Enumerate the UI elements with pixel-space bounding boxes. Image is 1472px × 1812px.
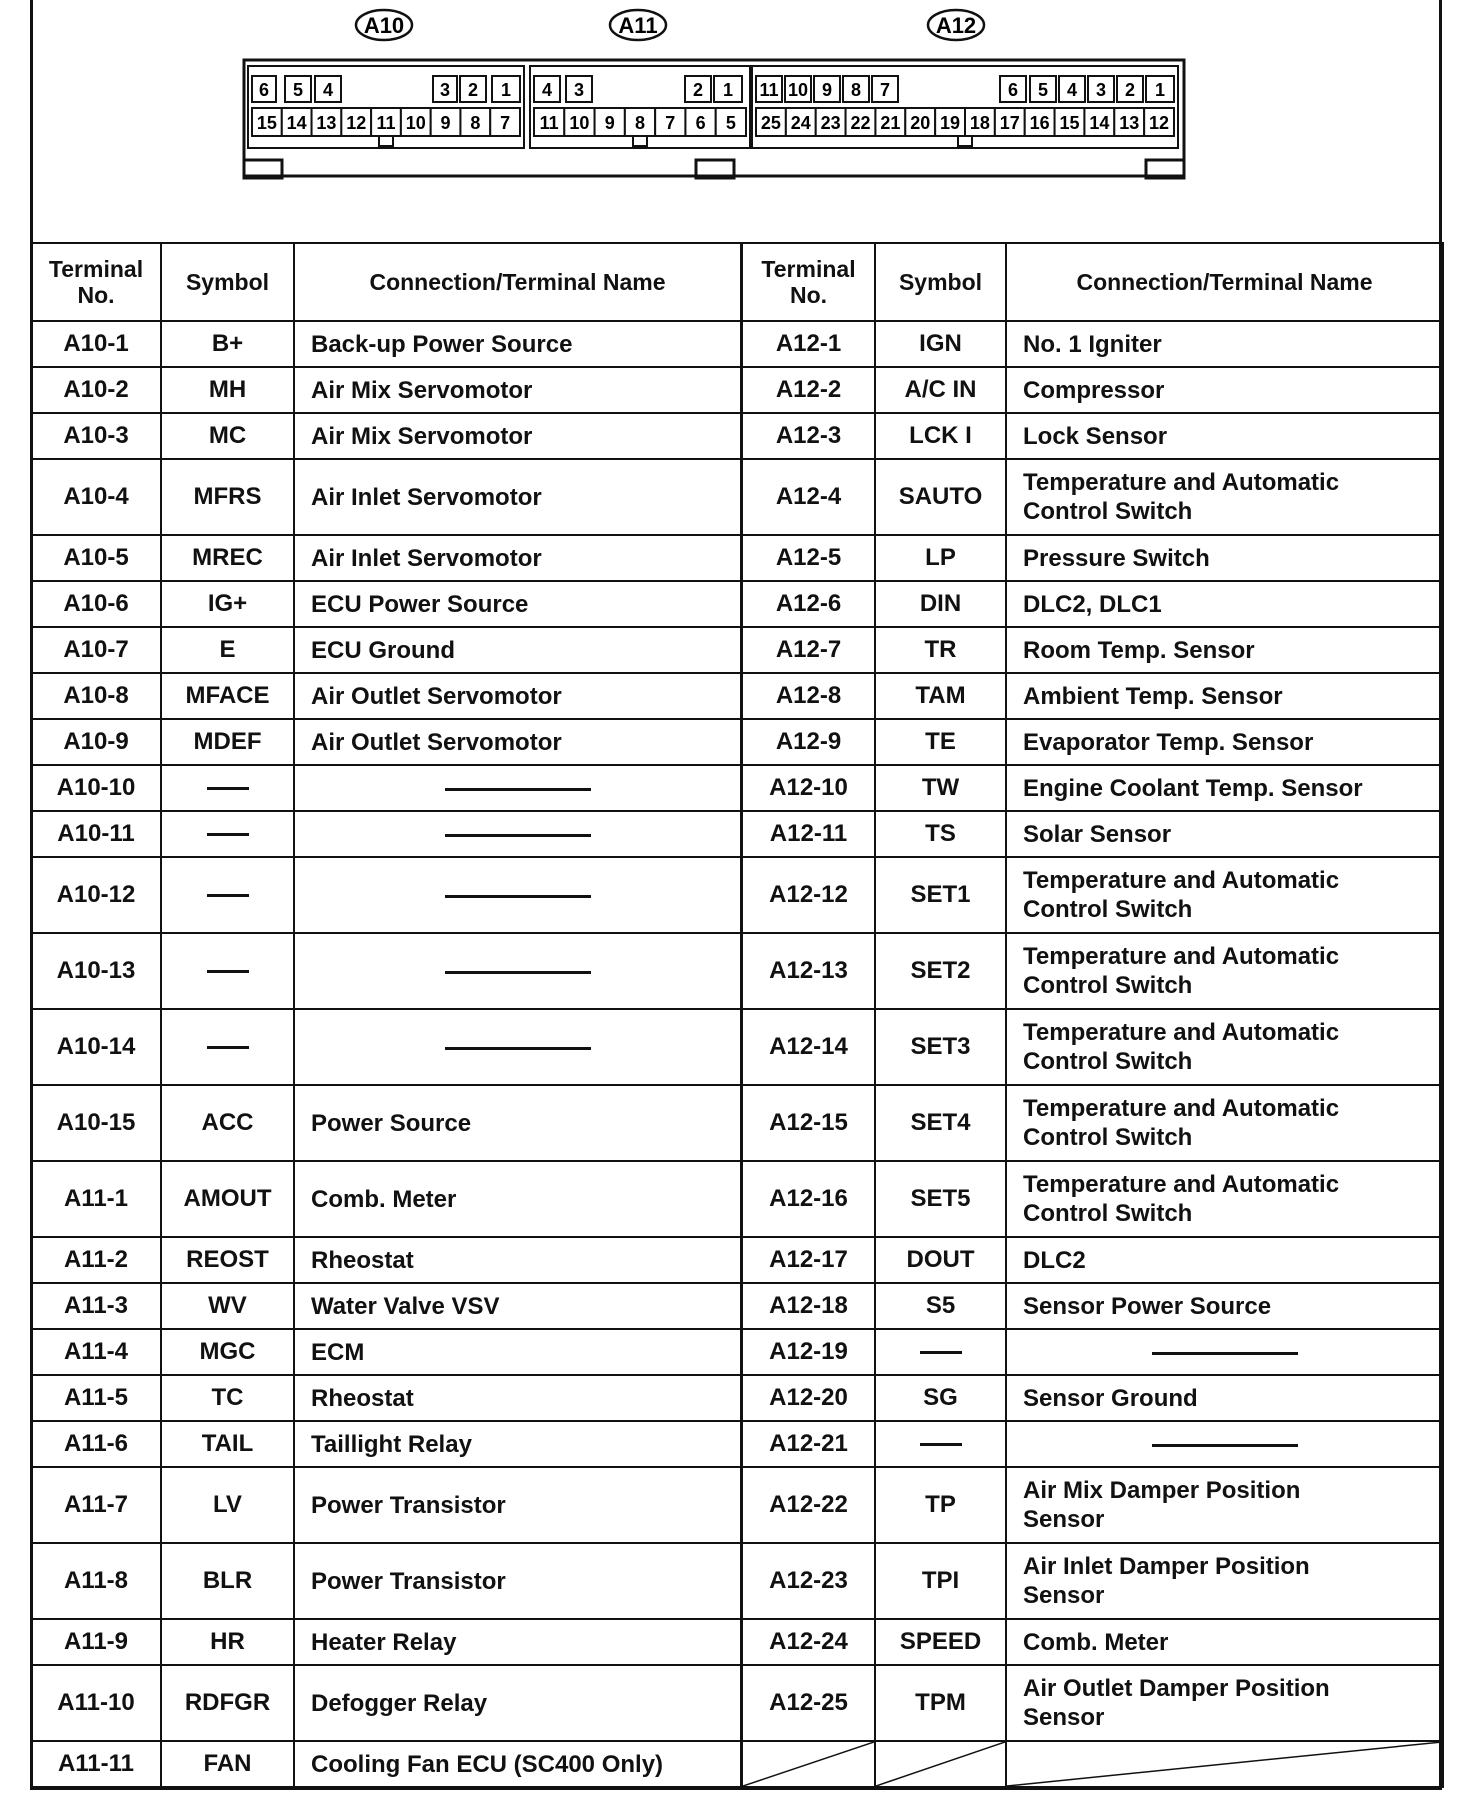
- symbol-cell: IG+: [161, 581, 294, 627]
- table-row: [742, 1085, 1443, 1161]
- symbol-cell: B+: [161, 321, 294, 367]
- table-row: [742, 1009, 1443, 1085]
- table-row: [742, 1283, 1443, 1329]
- symbol-cell: SET5: [875, 1161, 1006, 1237]
- table-row: [31, 581, 741, 627]
- terminal-cell: A12-23: [742, 1543, 875, 1619]
- terminal-cell: A12-12: [742, 857, 875, 933]
- terminal-cell: A11-4: [31, 1329, 161, 1375]
- terminal-cell: A12-4: [742, 459, 875, 535]
- terminal-cell: A12-8: [742, 673, 875, 719]
- terminal-cell: A12-9: [742, 719, 875, 765]
- symbol-cell: TP: [875, 1467, 1006, 1543]
- symbol-cell: TC: [161, 1375, 294, 1421]
- table-row: [31, 627, 741, 673]
- empty-dash: [207, 1046, 249, 1049]
- symbol-cell: [875, 1421, 1006, 1467]
- terminal-cell: A11-1: [31, 1161, 161, 1237]
- terminal-cell: A10-10: [31, 765, 161, 811]
- pin-number: 10: [569, 113, 590, 133]
- symbol-cell: LCK I: [875, 413, 1006, 459]
- svg-text:A11: A11: [618, 13, 658, 38]
- name-cell: Defogger Relay: [294, 1665, 741, 1741]
- terminal-cell: A12-15: [742, 1085, 875, 1161]
- table-header-row: [742, 243, 1443, 321]
- pin-number: 5: [1037, 80, 1049, 100]
- pin-number: 11: [539, 113, 559, 133]
- table-row: [742, 581, 1443, 627]
- pin-number: 1: [1154, 80, 1166, 100]
- symbol-cell: LV: [161, 1467, 294, 1543]
- connector-diagram: [0, 0, 1472, 240]
- pin-number: 6: [695, 113, 706, 133]
- latch-tab: [958, 136, 972, 146]
- terminal-cell: A12-17: [742, 1237, 875, 1283]
- symbol-cell: [161, 765, 294, 811]
- terminal-cell: A10-12: [31, 857, 161, 933]
- name-cell: Air Inlet Damper Position Sensor: [1006, 1543, 1443, 1619]
- empty-dash: [445, 788, 591, 791]
- pin-number: 2: [1124, 80, 1136, 100]
- symbol-cell: ACC: [161, 1085, 294, 1161]
- pin-number: 24: [790, 113, 811, 133]
- name-cell: Pressure Switch: [1006, 535, 1443, 581]
- name-cell: Evaporator Temp. Sensor: [1006, 719, 1443, 765]
- name-cell: Rheostat: [294, 1237, 741, 1283]
- terminal-cell: A10-5: [31, 535, 161, 581]
- symbol-cell: [161, 933, 294, 1009]
- terminal-cell: A11-5: [31, 1375, 161, 1421]
- name-cell: Power Source: [294, 1085, 741, 1161]
- name-cell: [1006, 1421, 1443, 1467]
- table-row: [742, 413, 1443, 459]
- table-row: [31, 1009, 741, 1085]
- empty-dash: [920, 1443, 962, 1446]
- terminal-cell: A12-18: [742, 1283, 875, 1329]
- symbol-cell: MFACE: [161, 673, 294, 719]
- pin-number: 6: [258, 80, 270, 100]
- table-row: [742, 367, 1443, 413]
- symbol-cell: HR: [161, 1619, 294, 1665]
- pin-number: 7: [879, 80, 891, 100]
- pin-number: 3: [1095, 80, 1107, 100]
- name-cell: [294, 1009, 741, 1085]
- name-cell: [294, 765, 741, 811]
- terminal-cell: A12-21: [742, 1421, 875, 1467]
- name-cell: ECU Power Source: [294, 581, 741, 627]
- name-cell: [1006, 1329, 1443, 1375]
- table-row: [31, 1283, 741, 1329]
- pin-number: 7: [500, 113, 511, 133]
- empty-dash: [207, 894, 249, 897]
- terminal-cell: A10-9: [31, 719, 161, 765]
- name-header: Connection/Terminal Name: [1006, 243, 1443, 321]
- symbol-cell: TAIL: [161, 1421, 294, 1467]
- terminal-cell: A10-6: [31, 581, 161, 627]
- symbol-header: Symbol: [875, 243, 1006, 321]
- name-cell: Temperature and Automatic Control Switch: [1006, 933, 1443, 1009]
- terminal-cell: A12-13: [742, 933, 875, 1009]
- pin-number: 5: [725, 113, 736, 133]
- terminal-cell: A12-25: [742, 1665, 875, 1741]
- table-row: [742, 857, 1443, 933]
- svg-text:A10: A10: [363, 13, 405, 38]
- pin-number: 6: [1007, 80, 1019, 100]
- table-row: [31, 1161, 741, 1237]
- terminal-cell: A11-8: [31, 1543, 161, 1619]
- table-row: [31, 459, 741, 535]
- symbol-cell: TPI: [875, 1543, 1006, 1619]
- table-row: [742, 1619, 1443, 1665]
- terminal-cell: A10-8: [31, 673, 161, 719]
- symbol-cell: TR: [875, 627, 1006, 673]
- symbol-header: Symbol: [161, 243, 294, 321]
- table-row: [31, 1329, 741, 1375]
- pin-number: 13: [316, 113, 337, 133]
- terminal-header: Terminal No.: [31, 243, 161, 321]
- table-row: [31, 321, 741, 367]
- terminal-cell: A10-14: [31, 1009, 161, 1085]
- table-row: [742, 1161, 1443, 1237]
- empty-dash: [207, 787, 249, 790]
- table-row: [742, 811, 1443, 857]
- name-cell: DLC2, DLC1: [1006, 581, 1443, 627]
- pin-number: 15: [256, 113, 277, 133]
- name-cell: Temperature and Automatic Control Switch: [1006, 857, 1443, 933]
- name-cell: Back-up Power Source: [294, 321, 741, 367]
- table-row: [31, 1665, 741, 1741]
- symbol-cell: MDEF: [161, 719, 294, 765]
- terminal-cell: A10-15: [31, 1085, 161, 1161]
- terminal-cell: A11-11: [31, 1741, 161, 1787]
- pin-number: 19: [940, 113, 961, 133]
- terminal-table-left: [30, 242, 742, 1788]
- latch-tab: [379, 136, 393, 146]
- pin-number: 4: [1066, 80, 1078, 100]
- terminal-cell: A11-6: [31, 1421, 161, 1467]
- connector-label-a11: [610, 10, 666, 40]
- terminal-cell: A10-4: [31, 459, 161, 535]
- terminal-cell: A12-5: [742, 535, 875, 581]
- empty-dash: [445, 895, 591, 898]
- table-row: [742, 1237, 1443, 1283]
- pin-number: 14: [1089, 113, 1110, 133]
- name-cell: Sensor Ground: [1006, 1375, 1443, 1421]
- pin-number: 11: [759, 80, 779, 100]
- name-cell: Air Inlet Servomotor: [294, 459, 741, 535]
- pin-number: 4: [322, 80, 334, 100]
- terminal-cell: A10-13: [31, 933, 161, 1009]
- terminal-cell: A12-11: [742, 811, 875, 857]
- pin-number: 14: [286, 113, 307, 133]
- terminal-cell: A12-2: [742, 367, 875, 413]
- table-row: [31, 673, 741, 719]
- svg-text:A12: A12: [935, 13, 977, 38]
- terminal-cell: A12-7: [742, 627, 875, 673]
- name-cell: Power Transistor: [294, 1543, 741, 1619]
- pin-number: 1: [722, 80, 734, 100]
- table-row: [742, 459, 1443, 535]
- symbol-cell: [875, 1329, 1006, 1375]
- terminal-header: Terminal No.: [742, 243, 875, 321]
- name-cell: Air Mix Servomotor: [294, 367, 741, 413]
- symbol-cell: AMOUT: [161, 1161, 294, 1237]
- terminal-cell: A12-16: [742, 1161, 875, 1237]
- table-row: [31, 719, 741, 765]
- pin-number: 11: [376, 113, 396, 133]
- terminal-cell: A11-10: [31, 1665, 161, 1741]
- symbol-cell: MFRS: [161, 459, 294, 535]
- symbol-cell: [161, 811, 294, 857]
- name-cell: Comb. Meter: [294, 1161, 741, 1237]
- pin-number: 18: [969, 113, 990, 133]
- terminal-cell: A12-6: [742, 581, 875, 627]
- symbol-cell: E: [161, 627, 294, 673]
- symbol-cell: A/C IN: [875, 367, 1006, 413]
- blank-cell: [1006, 1741, 1443, 1787]
- pin-number: 16: [1029, 113, 1050, 133]
- table-row: [742, 673, 1443, 719]
- table-row: [31, 857, 741, 933]
- table-row: [31, 765, 741, 811]
- pin-number: 23: [820, 113, 841, 133]
- empty-dash: [1152, 1352, 1298, 1355]
- symbol-cell: DOUT: [875, 1237, 1006, 1283]
- table-row: [31, 367, 741, 413]
- name-cell: Room Temp. Sensor: [1006, 627, 1443, 673]
- table-header-row: [31, 243, 741, 321]
- pin-number: 25: [760, 113, 781, 133]
- table-row: [742, 933, 1443, 1009]
- name-cell: Air Outlet Damper Position Sensor: [1006, 1665, 1443, 1741]
- pin-number: 10: [787, 80, 809, 100]
- pin-number: 13: [1119, 113, 1140, 133]
- table-row: [742, 535, 1443, 581]
- symbol-cell: MREC: [161, 535, 294, 581]
- symbol-cell: TPM: [875, 1665, 1006, 1741]
- connector-label-a10: [356, 10, 412, 40]
- blank-cell: [875, 1741, 1006, 1787]
- name-cell: Air Mix Servomotor: [294, 413, 741, 459]
- table-row: [742, 1741, 1443, 1787]
- terminal-cell: A11-3: [31, 1283, 161, 1329]
- table-row: [742, 1543, 1443, 1619]
- table-row: [742, 1421, 1443, 1467]
- name-cell: Cooling Fan ECU (SC400 Only): [294, 1741, 741, 1787]
- symbol-cell: FAN: [161, 1741, 294, 1787]
- symbol-cell: SET3: [875, 1009, 1006, 1085]
- symbol-cell: SET1: [875, 857, 1006, 933]
- name-header: Connection/Terminal Name: [294, 243, 741, 321]
- name-cell: Temperature and Automatic Control Switch: [1006, 1161, 1443, 1237]
- name-cell: [294, 933, 741, 1009]
- pin-number: 15: [1059, 113, 1080, 133]
- table-row: [31, 933, 741, 1009]
- pin-number: 3: [573, 80, 585, 100]
- table-row: [31, 811, 741, 857]
- symbol-cell: TAM: [875, 673, 1006, 719]
- pin-number: 21: [880, 113, 901, 133]
- table-row: [31, 1467, 741, 1543]
- empty-dash: [445, 834, 591, 837]
- table-row: [31, 1085, 741, 1161]
- empty-dash: [207, 833, 249, 836]
- pin-number: 2: [467, 80, 479, 100]
- terminal-cell: A10-11: [31, 811, 161, 857]
- name-cell: Air Mix Damper Position Sensor: [1006, 1467, 1443, 1543]
- table-row: [31, 1619, 741, 1665]
- terminal-cell: A10-3: [31, 413, 161, 459]
- terminal-cell: A12-22: [742, 1467, 875, 1543]
- table-row: [31, 1237, 741, 1283]
- table-row: [31, 1741, 741, 1787]
- name-cell: No. 1 Igniter: [1006, 321, 1443, 367]
- table-row: [31, 413, 741, 459]
- name-cell: Air Outlet Servomotor: [294, 719, 741, 765]
- pin-number: 17: [999, 113, 1020, 133]
- pin-number: 8: [850, 80, 862, 100]
- pin-number: 10: [405, 113, 426, 133]
- pin-number: 8: [634, 113, 646, 133]
- terminal-table-right: [741, 242, 1444, 1788]
- table-row: [742, 1665, 1443, 1741]
- table-row: [31, 1421, 741, 1467]
- connector-label-a12: [928, 10, 984, 40]
- symbol-cell: TW: [875, 765, 1006, 811]
- terminal-cell: A11-2: [31, 1237, 161, 1283]
- pin-number: 7: [665, 113, 676, 133]
- name-cell: Taillight Relay: [294, 1421, 741, 1467]
- name-cell: Temperature and Automatic Control Switch: [1006, 459, 1443, 535]
- name-cell: ECU Ground: [294, 627, 741, 673]
- pin-number: 22: [850, 113, 871, 133]
- table-row: [742, 321, 1443, 367]
- name-cell: Engine Coolant Temp. Sensor: [1006, 765, 1443, 811]
- terminal-cell: A12-19: [742, 1329, 875, 1375]
- table-row: [31, 1543, 741, 1619]
- symbol-cell: MC: [161, 413, 294, 459]
- symbol-cell: SPEED: [875, 1619, 1006, 1665]
- table-row: [742, 765, 1443, 811]
- empty-dash: [207, 970, 249, 973]
- symbol-cell: TE: [875, 719, 1006, 765]
- terminal-cell: A10-7: [31, 627, 161, 673]
- empty-dash: [920, 1351, 962, 1354]
- name-cell: Temperature and Automatic Control Switch: [1006, 1085, 1443, 1161]
- symbol-cell: MGC: [161, 1329, 294, 1375]
- empty-dash: [445, 971, 591, 974]
- name-cell: Heater Relay: [294, 1619, 741, 1665]
- name-cell: Rheostat: [294, 1375, 741, 1421]
- name-cell: Ambient Temp. Sensor: [1006, 673, 1443, 719]
- name-cell: Power Transistor: [294, 1467, 741, 1543]
- symbol-cell: TS: [875, 811, 1006, 857]
- table-row: [742, 627, 1443, 673]
- latch-tab: [633, 136, 647, 146]
- table-row: [742, 1467, 1443, 1543]
- table-row: [742, 1329, 1443, 1375]
- symbol-cell: S5: [875, 1283, 1006, 1329]
- name-cell: ECM: [294, 1329, 741, 1375]
- symbol-cell: SET2: [875, 933, 1006, 1009]
- terminal-cell: A11-9: [31, 1619, 161, 1665]
- symbol-cell: WV: [161, 1283, 294, 1329]
- symbol-cell: SET4: [875, 1085, 1006, 1161]
- symbol-cell: [161, 1009, 294, 1085]
- name-cell: Temperature and Automatic Control Switch: [1006, 1009, 1443, 1085]
- name-cell: Sensor Power Source: [1006, 1283, 1443, 1329]
- pin-number: 5: [292, 80, 304, 100]
- terminal-cell: A10-2: [31, 367, 161, 413]
- pin-number: 4: [541, 80, 553, 100]
- blank-cell: [742, 1741, 875, 1787]
- name-cell: DLC2: [1006, 1237, 1443, 1283]
- pin-number: 9: [821, 80, 833, 100]
- table-row: [31, 535, 741, 581]
- name-cell: Solar Sensor: [1006, 811, 1443, 857]
- terminal-cell: A12-1: [742, 321, 875, 367]
- terminal-cell: A12-3: [742, 413, 875, 459]
- symbol-cell: SG: [875, 1375, 1006, 1421]
- pin-number: 12: [1149, 113, 1170, 133]
- pin-number: 9: [604, 113, 615, 133]
- table-row: [742, 719, 1443, 765]
- name-cell: Water Valve VSV: [294, 1283, 741, 1329]
- terminal-cell: A10-1: [31, 321, 161, 367]
- name-cell: Comb. Meter: [1006, 1619, 1443, 1665]
- name-cell: [294, 857, 741, 933]
- symbol-cell: IGN: [875, 321, 1006, 367]
- empty-dash: [445, 1047, 591, 1050]
- name-cell: Lock Sensor: [1006, 413, 1443, 459]
- terminal-cell: A12-14: [742, 1009, 875, 1085]
- table-row: [31, 1375, 741, 1421]
- name-cell: [294, 811, 741, 857]
- pin-number: 20: [910, 113, 931, 133]
- terminal-cell: A12-10: [742, 765, 875, 811]
- symbol-cell: LP: [875, 535, 1006, 581]
- table-row: [742, 1375, 1443, 1421]
- symbol-cell: MH: [161, 367, 294, 413]
- terminal-cell: A12-20: [742, 1375, 875, 1421]
- name-cell: Air Inlet Servomotor: [294, 535, 741, 581]
- name-cell: Air Outlet Servomotor: [294, 673, 741, 719]
- symbol-cell: [161, 857, 294, 933]
- symbol-cell: SAUTO: [875, 459, 1006, 535]
- pin-number: 3: [439, 80, 451, 100]
- terminal-cell: A12-24: [742, 1619, 875, 1665]
- pin-number: 2: [692, 80, 704, 100]
- symbol-cell: REOST: [161, 1237, 294, 1283]
- terminal-cell: A11-7: [31, 1467, 161, 1543]
- symbol-cell: DIN: [875, 581, 1006, 627]
- empty-dash: [1152, 1444, 1298, 1447]
- symbol-cell: RDFGR: [161, 1665, 294, 1741]
- pin-number: 12: [346, 113, 367, 133]
- pin-number: 1: [500, 80, 512, 100]
- pin-number: 9: [440, 113, 451, 133]
- symbol-cell: BLR: [161, 1543, 294, 1619]
- name-cell: Compressor: [1006, 367, 1443, 413]
- pin-number: 8: [470, 113, 481, 133]
